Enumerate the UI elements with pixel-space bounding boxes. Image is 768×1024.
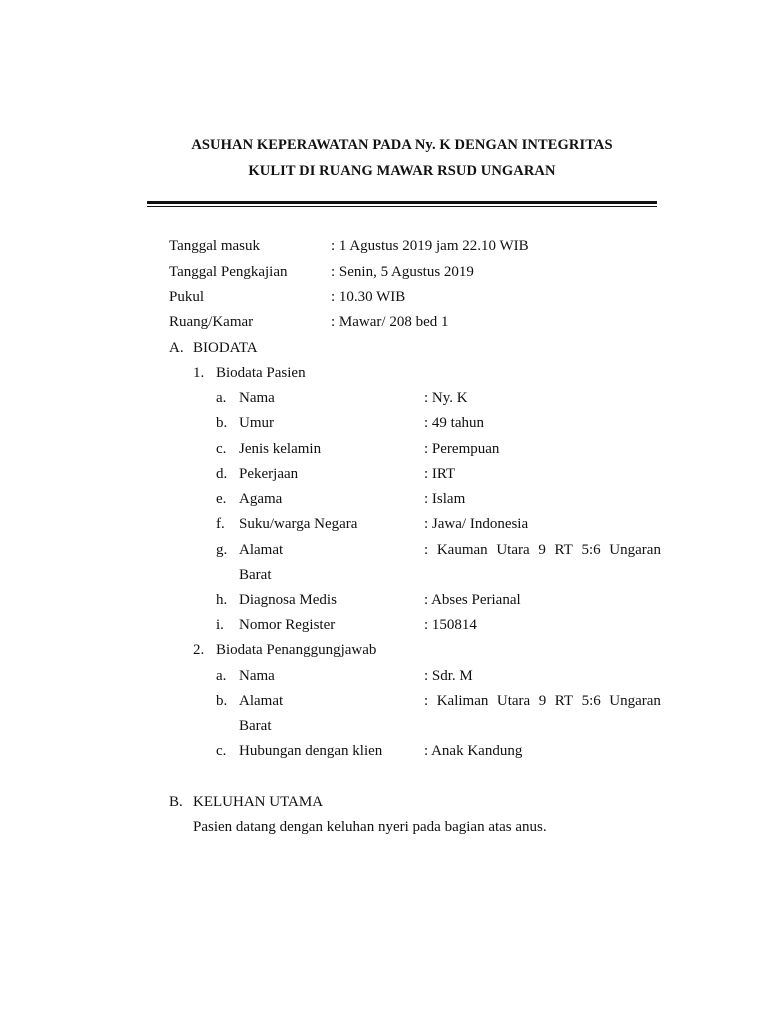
patient-ethnicity-label: Suku/warga Negara <box>239 516 358 532</box>
guardian-name-value: : Sdr. M <box>424 668 473 684</box>
guardian-name-label: Nama <box>239 668 275 684</box>
address-word: Ungaran <box>609 542 661 558</box>
patient-address-label: Alamat <box>239 542 284 558</box>
list-item-letter: c. <box>216 441 227 457</box>
patient-age-label: Umur <box>239 415 274 431</box>
medical-diagnosis-label: Diagnosa Medis <box>239 592 337 608</box>
document-title-line-1: ASUHAN KEPERAWATAN PADA Ny. K DENGAN INTEGRITAS <box>191 137 613 153</box>
guardian-address-continuation: Barat <box>239 718 272 734</box>
address-word: 5:6 <box>581 542 601 558</box>
list-item-letter: c. <box>216 743 227 759</box>
patient-name-value: : Ny. K <box>424 390 468 406</box>
list-item-letter: a. <box>216 390 227 406</box>
time-label: Pukul <box>169 289 205 305</box>
address-word: Kauman <box>436 542 488 558</box>
subsection-1-title: Biodata Pasien <box>216 365 306 381</box>
list-item-letter: g. <box>216 542 228 558</box>
address-word: 9 <box>538 693 547 709</box>
assessment-date-value: : Senin, 5 Agustus 2019 <box>331 264 474 280</box>
patient-ethnicity-value: : Jawa/ Indonesia <box>424 516 529 532</box>
address-word: RT <box>554 693 574 709</box>
patient-sex-label: Jenis kelamin <box>239 441 322 457</box>
patient-religion-label: Agama <box>239 491 283 507</box>
address-word: RT <box>554 542 573 558</box>
assessment-date-label: Tanggal Pengkajian <box>169 264 288 280</box>
section-a-number: A. <box>169 340 184 356</box>
guardian-address-label: Alamat <box>239 693 284 709</box>
guardian-address-value <box>424 692 661 710</box>
admission-date-label: Tanggal masuk <box>169 238 261 254</box>
section-b-number: B. <box>169 794 183 810</box>
admission-date-value: : 1 Agustus 2019 jam 22.10 WIB <box>331 238 529 254</box>
patient-occupation-label: Pekerjaan <box>239 466 299 482</box>
address-word: : <box>424 693 429 709</box>
address-word: Utara <box>496 542 530 558</box>
list-item-letter: d. <box>216 466 228 482</box>
chief-complaint-text: Pasien datang dengan keluhan nyeri pada bagian atas anus. <box>193 819 547 835</box>
title-divider-thin <box>147 206 657 207</box>
section-a-title: BIODATA <box>193 340 258 356</box>
medical-diagnosis-value: : Abses Perianal <box>424 592 521 608</box>
patient-sex-value: : Perempuan <box>424 441 500 457</box>
time-value: : 10.30 WIB <box>331 289 406 305</box>
subsection-2-number: 2. <box>193 642 205 658</box>
patient-address-continuation: Barat <box>239 567 272 583</box>
address-word: Utara <box>496 693 531 709</box>
title-divider-thick <box>147 201 657 204</box>
address-word: 5:6 <box>581 693 601 709</box>
patient-age-value: : 49 tahun <box>424 415 484 431</box>
address-word: : <box>424 542 429 558</box>
list-item-letter: a. <box>216 668 227 684</box>
patient-name-label: Nama <box>239 390 275 406</box>
address-word: Ungaran <box>609 693 661 709</box>
list-item-letter: h. <box>216 592 228 608</box>
subsection-2-title: Biodata Penanggungjawab <box>216 642 377 658</box>
list-item-letter: e. <box>216 491 227 507</box>
relationship-label: Hubungan dengan klien <box>239 743 383 759</box>
relationship-value: : Anak Kandung <box>424 743 523 759</box>
register-number-value: : 150814 <box>424 617 477 633</box>
list-item-letter: b. <box>216 415 228 431</box>
register-number-label: Nomor Register <box>239 617 336 633</box>
document-title-line-2: KULIT DI RUANG MAWAR RSUD UNGARAN <box>248 163 556 179</box>
room-label: Ruang/Kamar <box>169 314 254 330</box>
address-word: Kaliman <box>436 693 489 709</box>
list-item-letter: i. <box>216 617 224 633</box>
subsection-1-number: 1. <box>193 365 205 381</box>
patient-religion-value: : Islam <box>424 491 466 507</box>
list-item-letter: b. <box>216 693 228 709</box>
patient-address-value <box>424 541 661 559</box>
patient-occupation-value: : IRT <box>424 466 456 482</box>
section-b-title: KELUHAN UTAMA <box>193 794 324 810</box>
room-value: : Mawar/ 208 bed 1 <box>331 314 449 330</box>
address-word: 9 <box>538 542 546 558</box>
list-item-letter: f. <box>216 516 225 532</box>
